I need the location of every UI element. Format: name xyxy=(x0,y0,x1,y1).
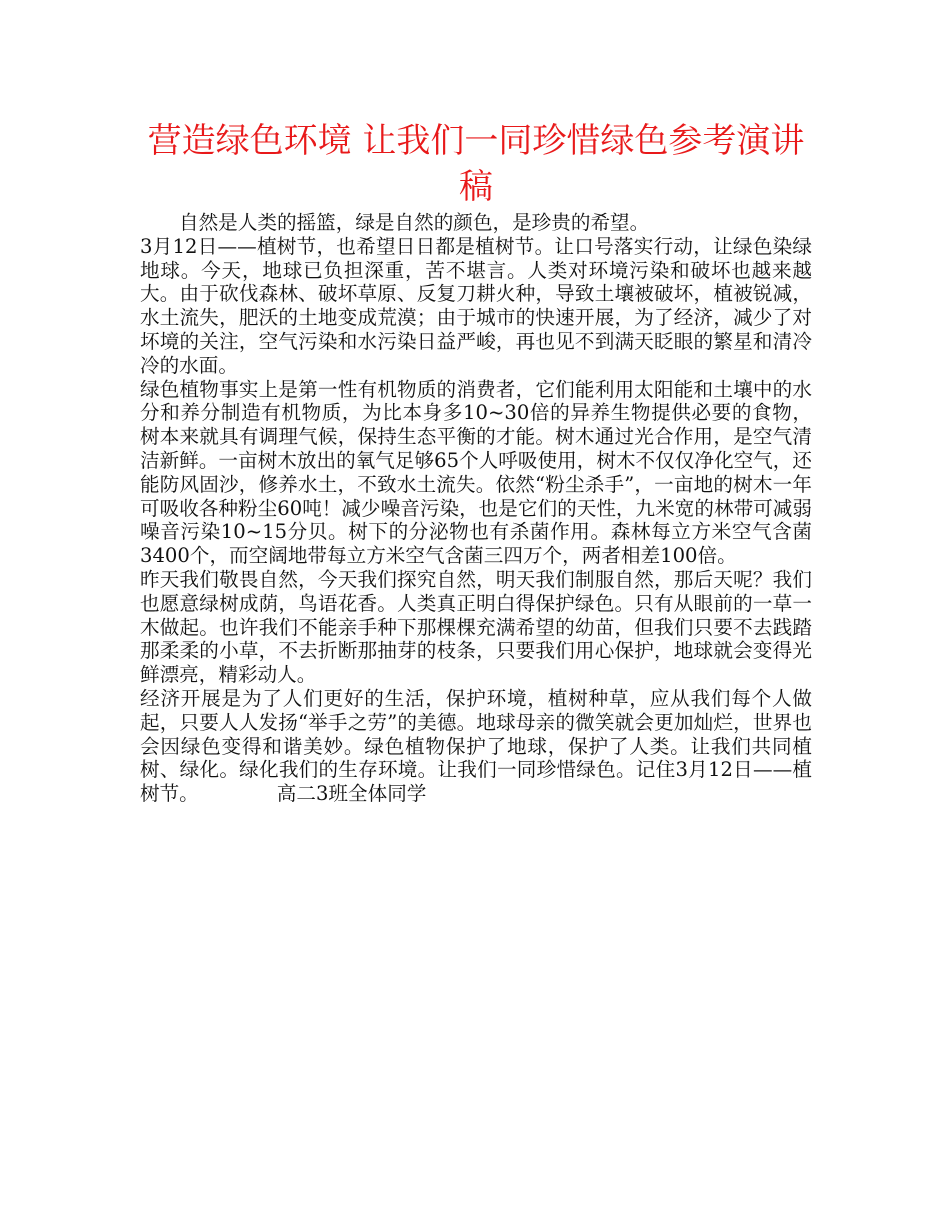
paragraph-plant-benefits: 绿色植物事实上是第一性有机物质的消费者，它们能利用太阳能和土壤中的水分和养分制造有机物质，为比本身多10~30倍的异养生物提供必要的食物，树本来就具有调理气候，保持生态平衡的才能。树木通过光合作用，是空气清洁新鲜。一亩树木放出的氧气足够65个人呼吸使用，树木不仅仅净化空气，还能防风固沙，修养水土，不致水土流失。依然“粉尘杀手”，一亩地的树木一年可吸收各种粉尘60吨！减少噪音污染，也是它们的天性，九米宽的林带可减弱噪音污染10~15分贝。树下的分泌物也有杀菌作用。森林每立方米空气含菌3400个，而空阔地带每立方米空气含菌三四万个，两者相差100倍。 xyxy=(140,377,812,568)
document-content xyxy=(140,118,812,806)
paragraph-intro: 自然是人类的摇篮，绿是自然的颜色，是珍贵的希望。 xyxy=(179,211,650,234)
paragraph-protect-green: 昨天我们敬畏自然，今天我们探究自然，明天我们制服自然，那后天呢？我们也愿意绿树成荫，鸟语花香。人类真正明白得保护绿色。只有从眼前的一草一木做起。也许我们不能亲手种下那棵棵充满希望的幼苗，但我们只要不去践踏那柔柔的小草，不去折断那抽芽的枝条，只要我们用心保护，地球就会变得光鲜漂亮，精彩动人。 xyxy=(140,567,812,687)
paragraph-arbor-day: 3月12日——植树节，也希望日日都是植树节。让口号落实行动，让绿色染绿地球。今天，地球已负担深重，苦不堪言。人类对环境污染和破坏也越来越大。由于砍伐森林、破坏草原、反复刀耕火种，导致土壤被破坏，植被锐减，水土流失，肥沃的土地变成荒漠；由于城市的快速开展，为了经济，减少了对坏境的关注，空气污染和水污染日益严峻，再也见不到满天眨眼的繁星和清冷冷的水面。 xyxy=(140,234,812,377)
paragraph-conclusion xyxy=(140,687,812,806)
signature: 高二3班全体同学 xyxy=(276,782,427,806)
document-title: 营造绿色环境 让我们一同珍惜绿色参考演讲稿 xyxy=(147,121,805,207)
document-body xyxy=(140,211,812,806)
conclusion-text: 经济开展是为了人们更好的生活，保护环境，植树种草，应从我们每个人做起，只要人人发扬“举手之劳”的美德。地球母亲的微笑就会更加灿烂，世界也会因绿色变得和谐美妙。绿色植物保护了地球，保护了人类。让我们共同植树、绿化。绿化我们的生存环境。让我们一同珍惜绿色。记住3月12日——植树节。 xyxy=(140,686,812,806)
